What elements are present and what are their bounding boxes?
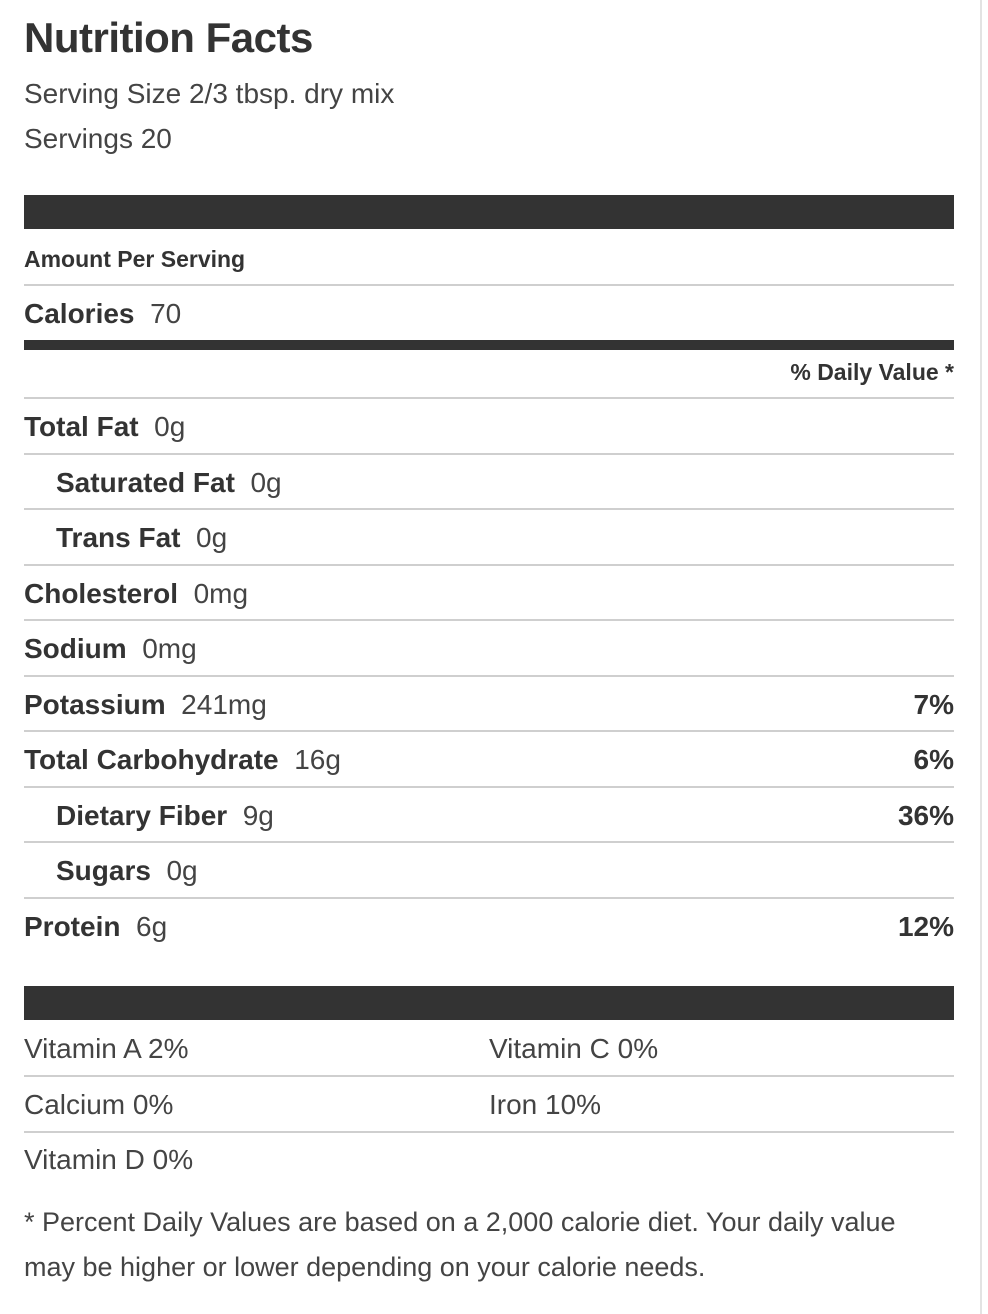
calories-divider: [24, 340, 954, 350]
nutrient-daily-value: 6%: [913, 744, 954, 775]
nutrient-amount: 9g: [242, 800, 274, 831]
servings-count: Servings 20: [24, 123, 172, 154]
nutrient-amount: 0g: [250, 467, 282, 498]
divider: [24, 675, 954, 677]
nutrient-row-sugars: [24, 844, 954, 898]
nutrient-amount: 16g: [294, 744, 341, 775]
divider: [24, 1075, 954, 1077]
nutrient-amount: 0mg: [142, 633, 197, 664]
nutrient-label: Sodium: [24, 633, 135, 664]
divider: [24, 619, 954, 621]
nutrient-daily-value: 36%: [897, 800, 954, 831]
nutrient-amount: 6g: [136, 911, 168, 942]
nutrient-amount: 0g: [154, 411, 186, 442]
nutrient-row-saturated-fat: [24, 456, 954, 510]
section-divider-vitamins: [24, 986, 954, 1020]
nutrient-amount: 0g: [166, 855, 198, 886]
nutrient-row-dietary-fiber: [24, 789, 954, 843]
nutrient-row-sodium: [24, 622, 954, 676]
nutrient-label: Protein: [24, 911, 129, 942]
nutrient-label: Total Fat: [24, 411, 147, 442]
page-right-border: [980, 0, 982, 1314]
vitamin-c: Vitamin C 0%: [489, 1033, 659, 1064]
nutrient-label: Total Carbohydrate: [24, 744, 287, 775]
nutrient-label: Dietary Fiber: [56, 800, 235, 831]
nutrient-daily-value: 7%: [913, 689, 954, 720]
nutrition-title: Nutrition Facts: [24, 14, 313, 61]
divider: [24, 897, 954, 899]
vitamin-d: Vitamin D 0%: [24, 1144, 194, 1175]
divider: [24, 284, 954, 286]
nutrient-row-trans-fat: [24, 511, 954, 565]
nutrient-daily-value: 12%: [897, 911, 954, 942]
calories-row: [24, 287, 954, 341]
calcium: Calcium 0%: [24, 1089, 174, 1120]
nutrient-amount: 241mg: [181, 689, 267, 720]
nutrient-label: Saturated Fat: [56, 467, 243, 498]
nutrient-row-potassium: [24, 678, 954, 732]
divider: [24, 508, 954, 510]
nutrient-row-protein: [24, 900, 954, 954]
nutrient-label: Sugars: [56, 855, 159, 886]
nutrient-row-total-carbohydrate: [24, 733, 954, 787]
divider: [24, 564, 954, 566]
vitamin-a: Vitamin A 2%: [24, 1033, 189, 1064]
nutrient-row-total-fat: [24, 400, 954, 454]
calories-value: 70: [150, 298, 182, 329]
amount-per-serving-label: Amount Per Serving: [24, 246, 246, 272]
divider: [24, 786, 954, 788]
daily-value-header: % Daily Value *: [790, 359, 954, 385]
serving-size: Serving Size 2/3 tbsp. dry mix: [24, 78, 395, 109]
divider: [24, 1131, 954, 1133]
nutrient-label: Cholesterol: [24, 578, 186, 609]
divider: [24, 397, 954, 399]
nutrient-amount: 0mg: [193, 578, 249, 609]
calories-label: Calories: [24, 298, 143, 329]
divider: [24, 841, 954, 843]
section-divider-top: [24, 195, 954, 229]
nutrient-label: Trans Fat: [56, 522, 189, 553]
iron: Iron 10%: [489, 1089, 602, 1120]
nutrient-label: Potassium: [24, 689, 174, 720]
nutrient-amount: 0g: [196, 522, 228, 553]
divider: [24, 730, 954, 732]
daily-value-footnote: * Percent Daily Values are based on a 2,000 calorie diet. Your daily value may be higher or lower depending on your calorie needs.: [24, 1207, 896, 1282]
nutrient-row-cholesterol: [24, 567, 954, 621]
divider: [24, 453, 954, 455]
